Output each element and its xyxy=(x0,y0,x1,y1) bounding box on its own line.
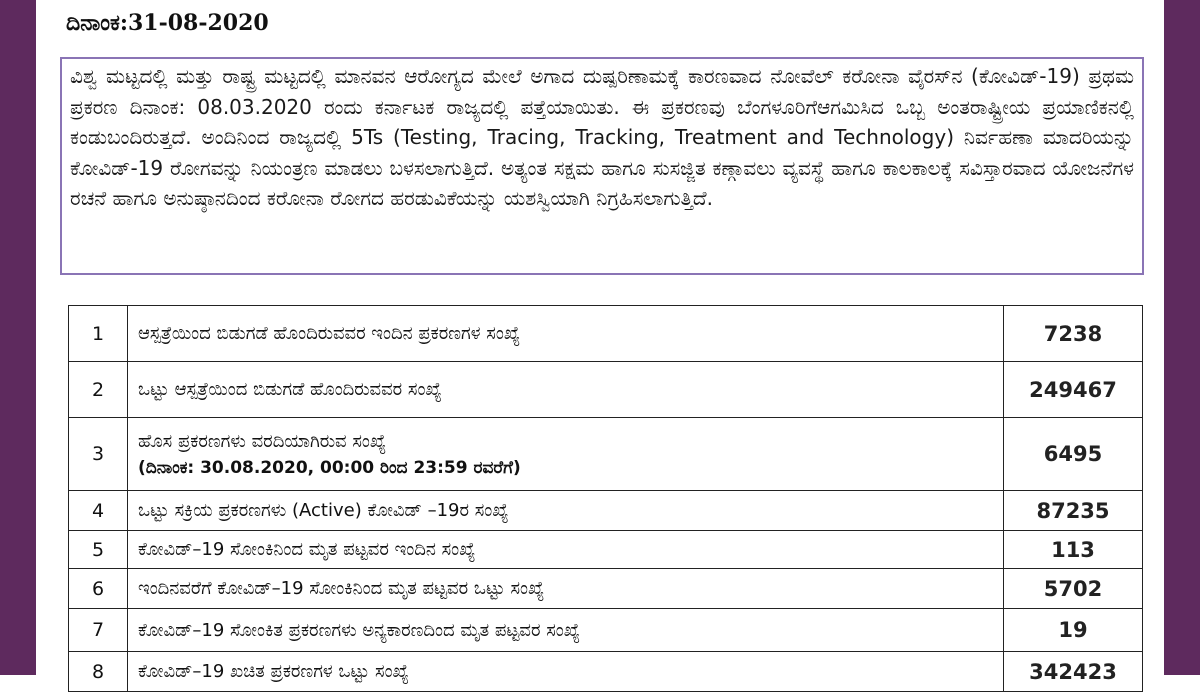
row-value: 7238 xyxy=(1004,306,1143,362)
row-description: ಕೋವಿಡ್–19 ಸೋಂಕಿತ ಪ್ರಕರಣಗಳು ಅನ್ಯಕಾರಣದಿಂದ ಮೃತ ಪಟ್ಟವರ ಸಂಖ್ಯೆ xyxy=(128,609,1004,652)
row-number: 2 xyxy=(69,362,128,418)
row-description: ಒಟ್ಟು ಸಕ್ರಿಯ ಪ್ರಕರಣಗಳು (Active) ಕೋವಿಡ್ –19ರ ಸಂಖ್ಯೆ xyxy=(128,491,1004,531)
row-number: 6 xyxy=(69,569,128,609)
row-number: 3 xyxy=(69,418,128,491)
row-description: ಹೊಸ ಪ್ರಕರಣಗಳು ವರದಿಯಾಗಿರುವ ಸಂಖ್ಯೆ xyxy=(138,430,387,452)
covid-stats-table xyxy=(68,305,1143,692)
row-description-cell xyxy=(128,418,1004,491)
table-row xyxy=(69,418,1143,491)
row-number: 4 xyxy=(69,491,128,531)
row-description: ಆಸ್ಪತ್ರೆಯಿಂದ ಬಿಡುಗಡೆ ಹೊಂದಿರುವವರ ಇಂದಿನ ಪ್ರಕರಣಗಳ ಸಂಖ್ಯೆ xyxy=(128,306,1004,362)
row-number: 5 xyxy=(69,531,128,569)
table-row xyxy=(69,531,1143,569)
row-value: 342423 xyxy=(1004,652,1143,692)
row-number: 7 xyxy=(69,609,128,652)
row-value: 6495 xyxy=(1004,418,1143,491)
row-description: ಕೋವಿಡ್–19 ಸೋಂಕಿನಿಂದ ಮೃತ ಪಟ್ಟವರ ಇಂದಿನ ಸಂಖ್ಯೆ xyxy=(128,531,1004,569)
table-row xyxy=(69,491,1143,531)
date-heading: ದಿನಾಂಕ:31-08-2020 xyxy=(66,10,269,36)
row-description: ಒಟ್ಟು ಆಸ್ಪತ್ರೆಯಿಂದ ಬಿಡುಗಡೆ ಹೊಂದಿರುವವರ ಸಂಖ್ಯೆ xyxy=(128,362,1004,418)
row-date-note: (ದಿನಾಂಕ: 30.08.2020, 00:00 ರಿಂದ 23:59 ರವರೆಗೆ) xyxy=(138,457,521,478)
row-value: 249467 xyxy=(1004,362,1143,418)
row-value: 87235 xyxy=(1004,491,1143,531)
row-description: ಇಂದಿನವರೆಗೆ ಕೋವಿಡ್–19 ಸೋಂಕಿನಿಂದ ಮೃತ ಪಟ್ಟವರ ಒಟ್ಟು ಸಂಖ್ಯೆ xyxy=(128,569,1004,609)
row-number: 8 xyxy=(69,652,128,692)
table-row xyxy=(69,652,1143,692)
table-row xyxy=(69,306,1143,362)
row-number: 1 xyxy=(69,306,128,362)
table-row xyxy=(69,362,1143,418)
table-row xyxy=(69,569,1143,609)
row-description: ಕೋವಿಡ್–19 ಖಚಿತ ಪ್ರಕರಣಗಳ ಒಟ್ಟು ಸಂಖ್ಯೆ xyxy=(128,652,1004,692)
table-row xyxy=(69,609,1143,652)
page-frame-right xyxy=(1164,0,1200,675)
row-value: 113 xyxy=(1004,531,1143,569)
row-value: 5702 xyxy=(1004,569,1143,609)
page-frame-left xyxy=(0,0,36,675)
intro-paragraph: ವಿಶ್ವ ಮಟ್ಟದಲ್ಲಿ ಮತ್ತು ರಾಷ್ಟ್ರ ಮಟ್ಟದಲ್ಲಿ ಮಾನವನ ಆರೋಗ್ಯದ ಮೇಲೆ ಅಗಾದ ದುಷ್ಪರಿಣಾಮಕ್ಕೆ ಕಾರಣವಾದ ನೋವೆಲ್ ಕರೋನಾ ವೈರಸ್‌ನ (ಕೋವಿಡ್-19) ಪ್ರಥಮ ಪ್ರಕರಣ ದಿನಾಂಕ: 08.03.2020 ರಂದು ಕರ್ನಾಟಕ ರಾಜ್ಯದಲ್ಲಿ ಪತ್ತೆಯಾಯಿತು. ಈ ಪ್ರಕರಣವು ಬೆಂಗಳೂರಿಗೆಆಗಮಿಸಿದ ಒಬ್ಬ ಅಂತರಾಷ್ಟ್ರೀಯ ಪ್ರಯಾಣಿಕನಲ್ಲಿ ಕಂಡುಬಂದಿರುತ್ತದೆ. ಅಂದಿನಿಂದ ರಾಜ್ಯದಲ್ಲಿ 5Ts (Testing, Tracing, Tracking, Treatment and Technology) ನಿರ್ವಹಣಾ ಮಾದರಿಯನ್ನು ಕೋವಿಡ್-19 ರೋಗವನ್ನು ನಿಯಂತ್ರಣ ಮಾಡಲು ಬಳಸಲಾಗುತ್ತಿದೆ. ಅತ್ಯಂತ ಸಕ್ಷಮ ಹಾಗೂ ಸುಸಜ್ಜಿತ ಕಣ್ಗಾವಲು ವ್ಯವಸ್ಥೆ ಹಾಗೂ ಕಾಲಕಾಲಕ್ಕೆ ಸವಿಸ್ತಾರವಾದ ಯೋಜನೆಗಳ ರಚನೆ ಹಾಗೂ ಅನುಷ್ಠಾನದಿಂದ ಕರೋನಾ ರೋಗದ ಹರಡುವಿಕೆಯನ್ನು ಯಶಸ್ವಿಯಾಗಿ ನಿಗ್ರಹಿಸಲಾಗುತ್ತಿದೆ. xyxy=(60,57,1144,275)
row-value: 19 xyxy=(1004,609,1143,652)
